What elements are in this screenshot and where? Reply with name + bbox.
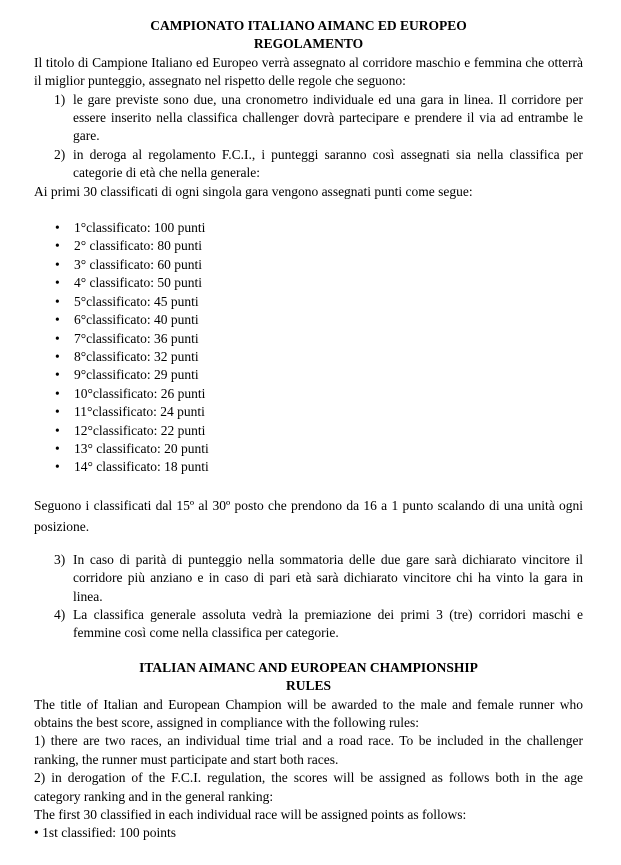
english-title: ITALIAN AIMANC AND EUROPEAN CHAMPIONSHIP: [139, 659, 478, 675]
rule-item: [34, 606, 583, 643]
italian-rules-list-a: [34, 91, 583, 183]
points-item: • 8°classificato: 32 punti: [34, 348, 583, 366]
english-paragraph: • 1st classified: 100 points: [34, 825, 176, 841]
points-item: • 2° classificato: 80 punti: [34, 237, 583, 255]
italian-subtitle: REGOLAMENTO: [253, 36, 364, 52]
following-positions: Seguono i classificati dal 15º al 30º posto che prendono da 16 a 1 punto scalando di una unità ogni posizione.: [34, 497, 583, 534]
points-item: • 14° classificato: 18 punti: [34, 458, 583, 476]
italian-title: CAMPIONATO ITALIANO AIMANC ED EUROPEO: [150, 18, 467, 33]
document-page: [34, 17, 583, 843]
rule-item: [34, 551, 583, 606]
english-paragraph: 2) in derogation of the F.C.I. regulation, the scores will be assigned as follows both in the age category ranking and in the general ranking:: [34, 770, 583, 804]
rule-number: 2): [54, 146, 66, 162]
english-paragraph: 1) there are two races, an individual time trial and a road race. To be included in the challenger ranking, the runner must participate and start both races.: [34, 733, 583, 767]
rule-text: La classifica generale assoluta vedrà la premiazione dei primi 3 (tre) corridori maschi e femmine così come nella classifica per categorie.: [73, 606, 583, 641]
points-list: [34, 219, 583, 477]
english-paragraph: The title of Italian and European Champion will be awarded to the male and female runner who obtains the best score, assigned in compliance with the following rules:: [34, 696, 583, 730]
points-item: • 4° classificato: 50 punti: [34, 274, 583, 292]
points-item: • 5°classificato: 45 punti: [34, 293, 583, 311]
points-item: • 9°classificato: 29 punti: [34, 366, 583, 384]
rule-item: [34, 146, 583, 183]
italian-rules-list-b: [34, 551, 583, 643]
english-paragraph: The first 30 classified in each individual race will be assigned points as follows:: [34, 807, 467, 823]
points-item: • 10°classificato: 26 punti: [34, 385, 583, 403]
points-item: • 6°classificato: 40 punti: [34, 311, 583, 329]
english-subtitle: RULES: [285, 678, 331, 694]
rule-text: le gare previste sono due, una cronometro individuale ed una gara in linea. Il corridore per essere inserito nella classifica challenger dovrà partecipare e prendere il via ad entrambe le gare.: [73, 91, 583, 144]
points-item: • 7°classificato: 36 punti: [34, 330, 583, 348]
points-item: • 3° classificato: 60 punti: [34, 256, 583, 274]
points-item: • 12°classificato: 22 punti: [34, 422, 583, 440]
rule-number: 4): [54, 606, 66, 622]
points-item: • 11°classificato: 24 punti: [34, 403, 583, 421]
points-item: • 13° classificato: 20 punti: [34, 440, 583, 458]
points-intro: Ai primi 30 classificati di ogni singola gara vengono assegnati punti come segue:: [34, 183, 473, 199]
rule-number: 1): [54, 91, 66, 107]
italian-intro: Il titolo di Campione Italiano ed Europeo verrà assegnato al corridore maschio e femmina che otterrà il miglior punteggio, assegnato nel rispetto delle regole che seguono:: [34, 54, 583, 89]
rule-text: in deroga al regolamento F.C.I., i punteggi saranno così assegnati sia nella classifica per categorie di età che nella generale:: [73, 146, 583, 181]
rule-text: In caso di parità di punteggio nella sommatoria delle due gare sarà dichiarato vincitore il corridore più anziano e in caso di pari età sarà dichiarato vincitore chi ha vinto la gara in linea.: [73, 551, 583, 604]
points-item: • 1°classificato: 100 punti: [34, 219, 583, 237]
rule-item: [34, 91, 583, 146]
rule-number: 3): [54, 551, 66, 567]
